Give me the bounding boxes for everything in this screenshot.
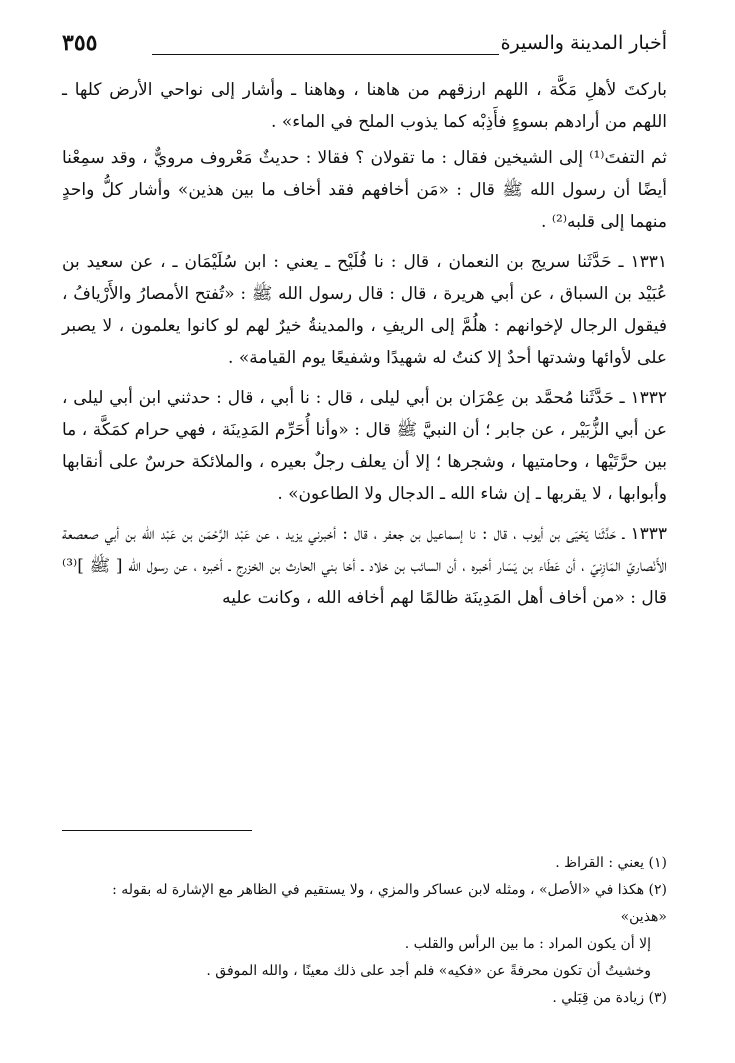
paragraph-commentary: ثم التفتَ⁽¹⁾ إلى الشيخين فقال : ما تقولان ؟ فقالا : حديثٌ مَعْروف مرويٌّ ، وقد سمِعْنا أيضًا أن رسول الله ﷺ قال : «مَن أخافهم فقد أخاف ما بين هذين» وأشار كلُّ واحدٍ منهما إلى قلبه⁽²⁾ . — [62, 148, 667, 232]
footnote-2-note: وخشيتُ أن تكون محرفةً عن «فكيه» فلم أجد على ذلك معينًا ، والله الموفق . — [206, 963, 651, 979]
page-number: ٣٥٥ — [62, 30, 98, 56]
book-page — [62, 30, 667, 1040]
footnote-separator — [62, 830, 252, 831]
hadith-1331: ١٣٣١ ـ حَدَّثَنا سريج بن النعمان ، قال : نا فُلَيْح ـ يعني : ابن سُلَيْمَان ـ ، عن سعيد بن عُبَيْد بن السباق ، عن أبي هريرة ، قال : قال رسول الله ﷺ : «تُفتح الأمصارُ والأَرْيافُ ، فيقول الرجال لإخوانهم : هلُمَّ إلى الريفِ ، والمدينةُ خيرٌ لهم لو كانوا يعلمون ، لا يصبر على لأوائها وشدتها أحدٌ إلا كنتُ له شهيدًا وشفيعًا يوم القيامة» . — [62, 252, 667, 368]
running-title: أخبار المدينة والسيرة — [500, 32, 667, 54]
footnotes — [62, 850, 667, 1012]
main-text — [62, 74, 667, 614]
footnote-1: (١) يعني : القراظ . — [555, 855, 667, 871]
header-rule — [152, 54, 499, 55]
paragraph-continuation: باركتَ لأهلِ مَكَّة ، اللهم ارزقهم من هاهنا ، وهاهنا ـ وأشار إلى نواحي الأرض كلها ـ اللهم من أرادهم بسوءٍ فأَذِبْه كما يذوب الملح في الماء» . — [62, 80, 667, 132]
hadith-1332: ١٣٣٢ ـ حَدَّثَنا مُحمَّد بن عِمْرَان بن أبي ليلى ، قال : نا أبي ، قال : حدثني ابن أبي ليلى ، عن أبي الزُّبَيْر ، عن جابر ؛ أن النبيَّ ﷺ قال : «وأنا أُحَرِّم المَدِينَة ، فهي حرام كمَكَّة ، ما بين حرَّتَيْها ، وحامتيها ، وشجرها ؛ إلا أن يعلف رجلٌ بعيره ، والملائكة حرسٌ على أنقابها وأبوابها ، لا يقربها ـ إن شاء الله ـ الدجال ولا الطاعون» . — [62, 388, 667, 504]
page-header — [62, 30, 667, 64]
footnote-2: (٢) هكذا في «الأصل» ، ومثله لابن عساكر والمزي ، ولا يستقيم في الظاهر مع الإشارة له بقوله : «هذين» — [112, 882, 667, 925]
hadith-1333: ١٣٣٣ ـ حَدَّثَنا يَحْيَى بن أيوب ، قال : نا إسماعيل بن جعفر ، قال : أخبرني يزيد ، عن عَبْد الرَّحْمَن بن عَبْد الله بن أبي صعصعة الأَنْصاريّ المَازِنيّ ، أن عَطَاء بن يَسَار أخبره ، أن السائب بن خلاد ـ أخا بني الحارث بن الخزرج ـ أخبره ، عن رسول الله [ ﷺ ]⁽³⁾ قال : «من أخاف أهل المَدِينَة ظالمًا لهم أخافه الله ، وكانت عليه — [62, 524, 667, 608]
footnote-3: (٣) زيادة من قِبَلي . — [552, 990, 667, 1006]
footnote-2-continuation: إلا أن يكون المراد : ما بين الرأس والقلب . — [404, 936, 651, 952]
